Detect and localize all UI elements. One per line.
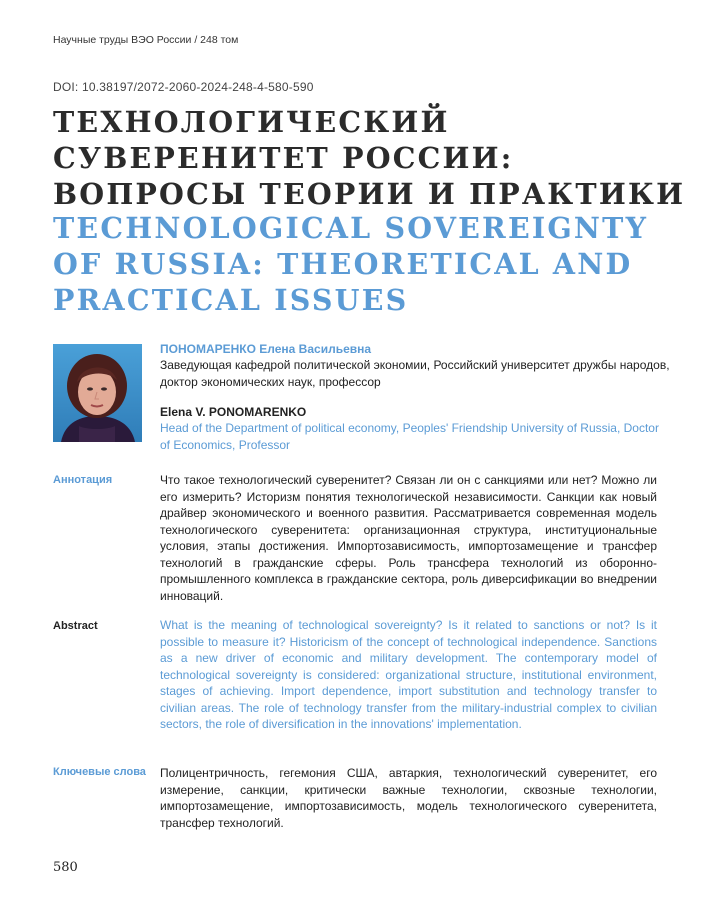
author-affiliation-russian: Заведующая кафедрой политической экономии, Российский университет дружбы народов, доктор экономических наук, профессор [160,358,670,389]
page-number: 580 [53,860,78,875]
journal-header: Научные труды ВЭО России / 248 том [53,34,239,46]
annotation-label: Аннотация [53,474,113,486]
keywords-text: Полицентричность, гегемония США, автаркия, технологический суверенитет, его измерение, санкции, критически важные технологии, сквозные технологии, импортозамещение, импортозависимость, модель технологического суверенитета, трансфер технологий. [160,766,657,830]
annotation-text: Что такое технологический суверенитет? Связан ли он с санкциями или нет? Можно ли его измерить? Историзм понятия технологической независимости. Санкции как новый драйвер экономического и военного развития. Рассматривается современная модель технологического суверенитета: организационная структура, институциональные условия, этапы достижения. Импортозависимость, импортозамещение и трансфер технологий в гражданские сферы. Роль трансфера технологий из оборонно-промышленного комплекса в гражданские сектора, роль диверсификации во внедрении инноваций. [160,473,657,603]
title-en-line: TECHNOLOGICAL SOVEREIGNTY [53,211,649,245]
title-en-line: OF RUSSIA: THEORETICAL AND [53,247,633,281]
author-name-english: Elena V. PONOMARENKO [160,405,307,419]
abstract-label: Abstract [53,620,98,632]
author-photo [53,344,142,442]
title-ru-line: ВОПРОСЫ ТЕОРИИ И ПРАКТИКИ [53,177,686,211]
author-affiliation-english: Head of the Department of political economy, Peoples' Friendship University of Russia, Doctor of Economics, Professor [160,421,659,452]
title-en-line: PRACTICAL ISSUES [53,283,409,317]
title-russian [53,104,686,212]
keywords-label: Ключевые слова [53,766,146,778]
title-ru-line: СУВЕРЕНИТЕТ РОССИИ: [53,141,514,175]
title-ru-line: ТЕХНОЛОГИЧЕСКИЙ [53,105,450,139]
author-name-russian: ПОНОМАРЕНКО Елена Васильевна [160,342,372,356]
title-english [53,210,693,318]
abstract-text: What is the meaning of technological sovereignty? Is it related to sanctions or not? Is it possible to measure it? Historicism of the concept of technological independence. Sanctions as a new driver of economic and military development. The contemporary model of technological sovereignty is considered: organizational structure, institutional environment, stages of achieving. Import dependence, import substitution and technology transfer to civilian areas. The role of technology transfer from the military-industrial complex to civilian sectors, the role of diversification in the innovations' implementation. [160,618,657,731]
author-portrait-image [53,344,142,442]
author-info [160,341,670,454]
doi: DOI: 10.38197/2072-2060-2024-248-4-580-590 [53,80,314,94]
